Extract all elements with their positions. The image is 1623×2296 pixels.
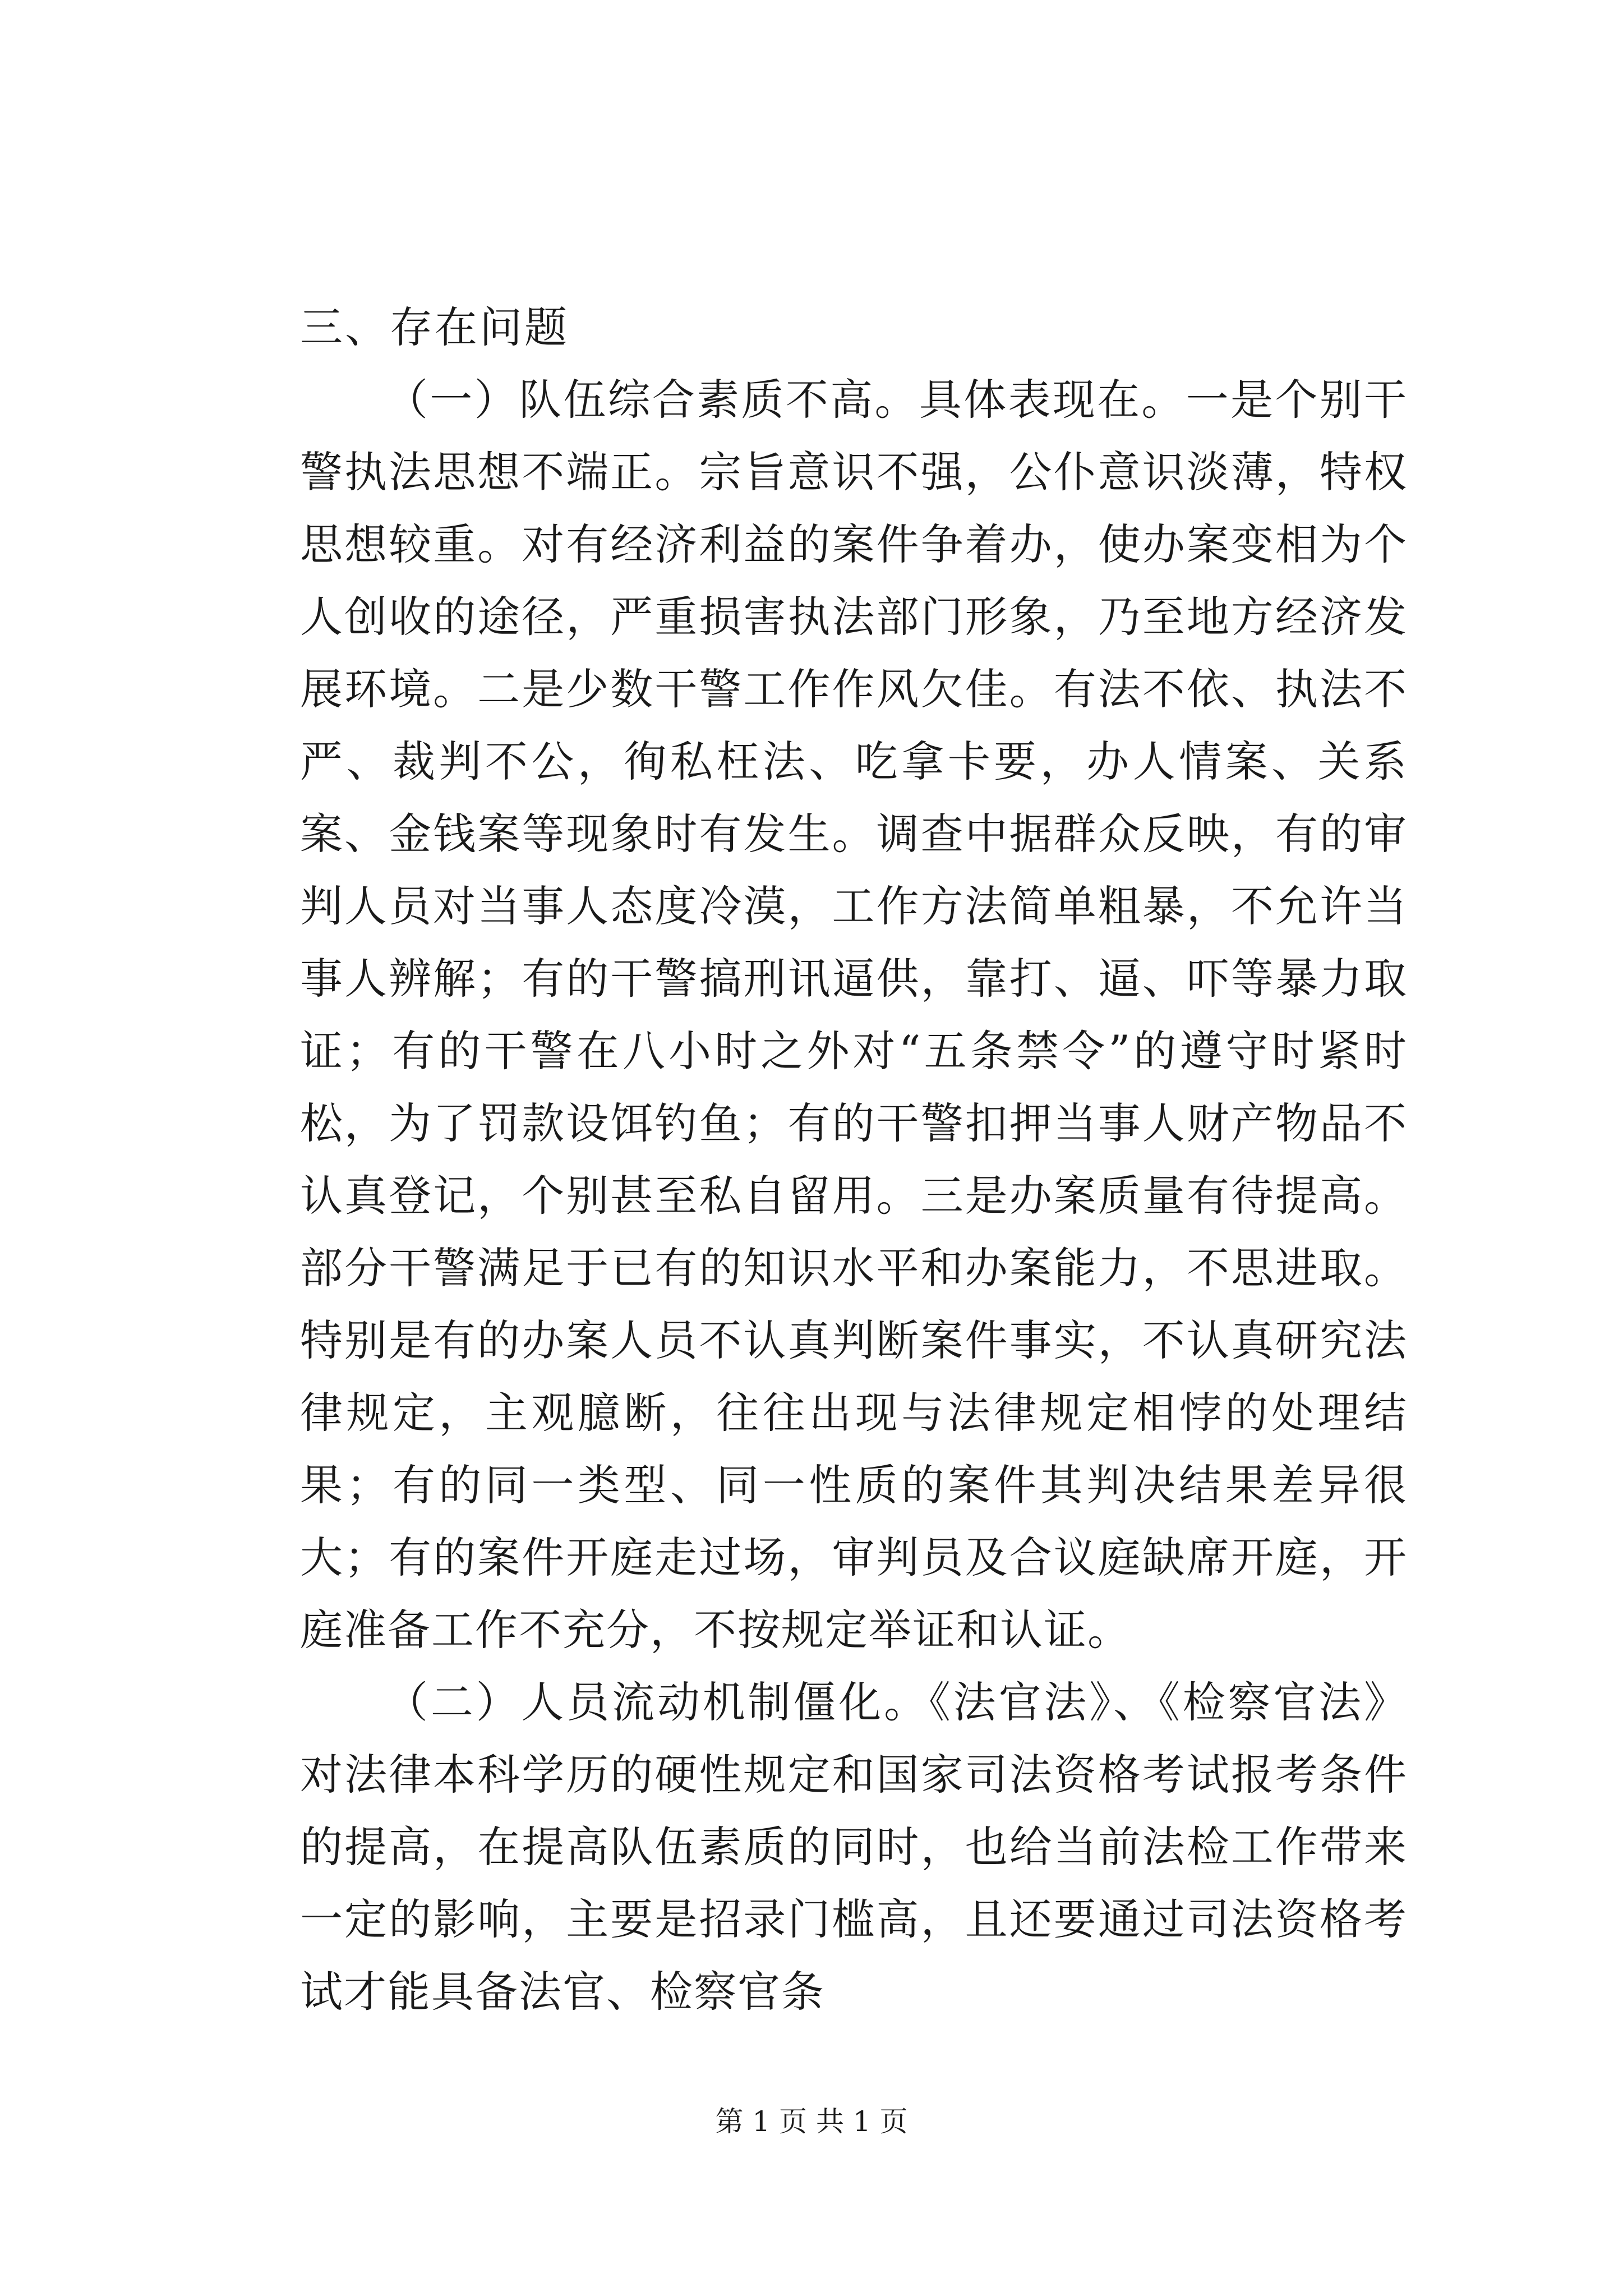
paragraph-2: （二）人员流动机制僵化。《法官法》、《检察官法》对法律本科学历的硬性规定和国家司法资格考试报考条件的提高，在提高队伍素质的同时，也给当前法检工作带来一定的影响，主要是招录门槛高，且还要通过司法资格考试才能具备法官、检察官条 [300, 1677, 1408, 2017]
page-footer: 第 1 页 共 1 页 [715, 2105, 908, 2138]
paragraph-1: （一）队伍综合素质不高。具体表现在。一是个别干警执法思想不端正。宗旨意识不强，公仆意识淡薄，特权思想较重。对有经济利益的案件争着办，使办案变相为个人创收的途径，严重损害执法部门形象，乃至地方经济发展环境。二是少数干警工作作风欠佳。有法不依、执法不严、裁判不公，徇私枉法、吃拿卡要，办人情案、关系案、金钱案等现象时有发生。调查中据群众反映，有的审判人员对当事人态度冷漠，工作方法简单粗暴，不允许当事人辨解；有的干警搞刑讯逼供，靠打、逼、吓等暴力取证；有的干警在八小时之外对“五条禁令”的遵守时紧时松，为了罚款设饵钓鱼；有的干警扣押当事人财产物品不认真登记，个别甚至私自留用。三是办案质量有待提高。部分干警满足于已有的知识水平和办案能力，不思进取。特别是有的办案人员不认真判断案件事实，不认真研究法律规定，主观臆断，往往出现与法律规定相悖的处理结果；有的同一类型、同一性质的案件其判决结果差异很大；有的案件开庭走过场，审判员及合议庭缺席开庭，开庭准备工作不充分，不按规定举证和认证。 [300, 375, 1408, 1655]
section-heading: 三、存在问题 [300, 302, 569, 352]
document-body [300, 292, 1408, 2028]
